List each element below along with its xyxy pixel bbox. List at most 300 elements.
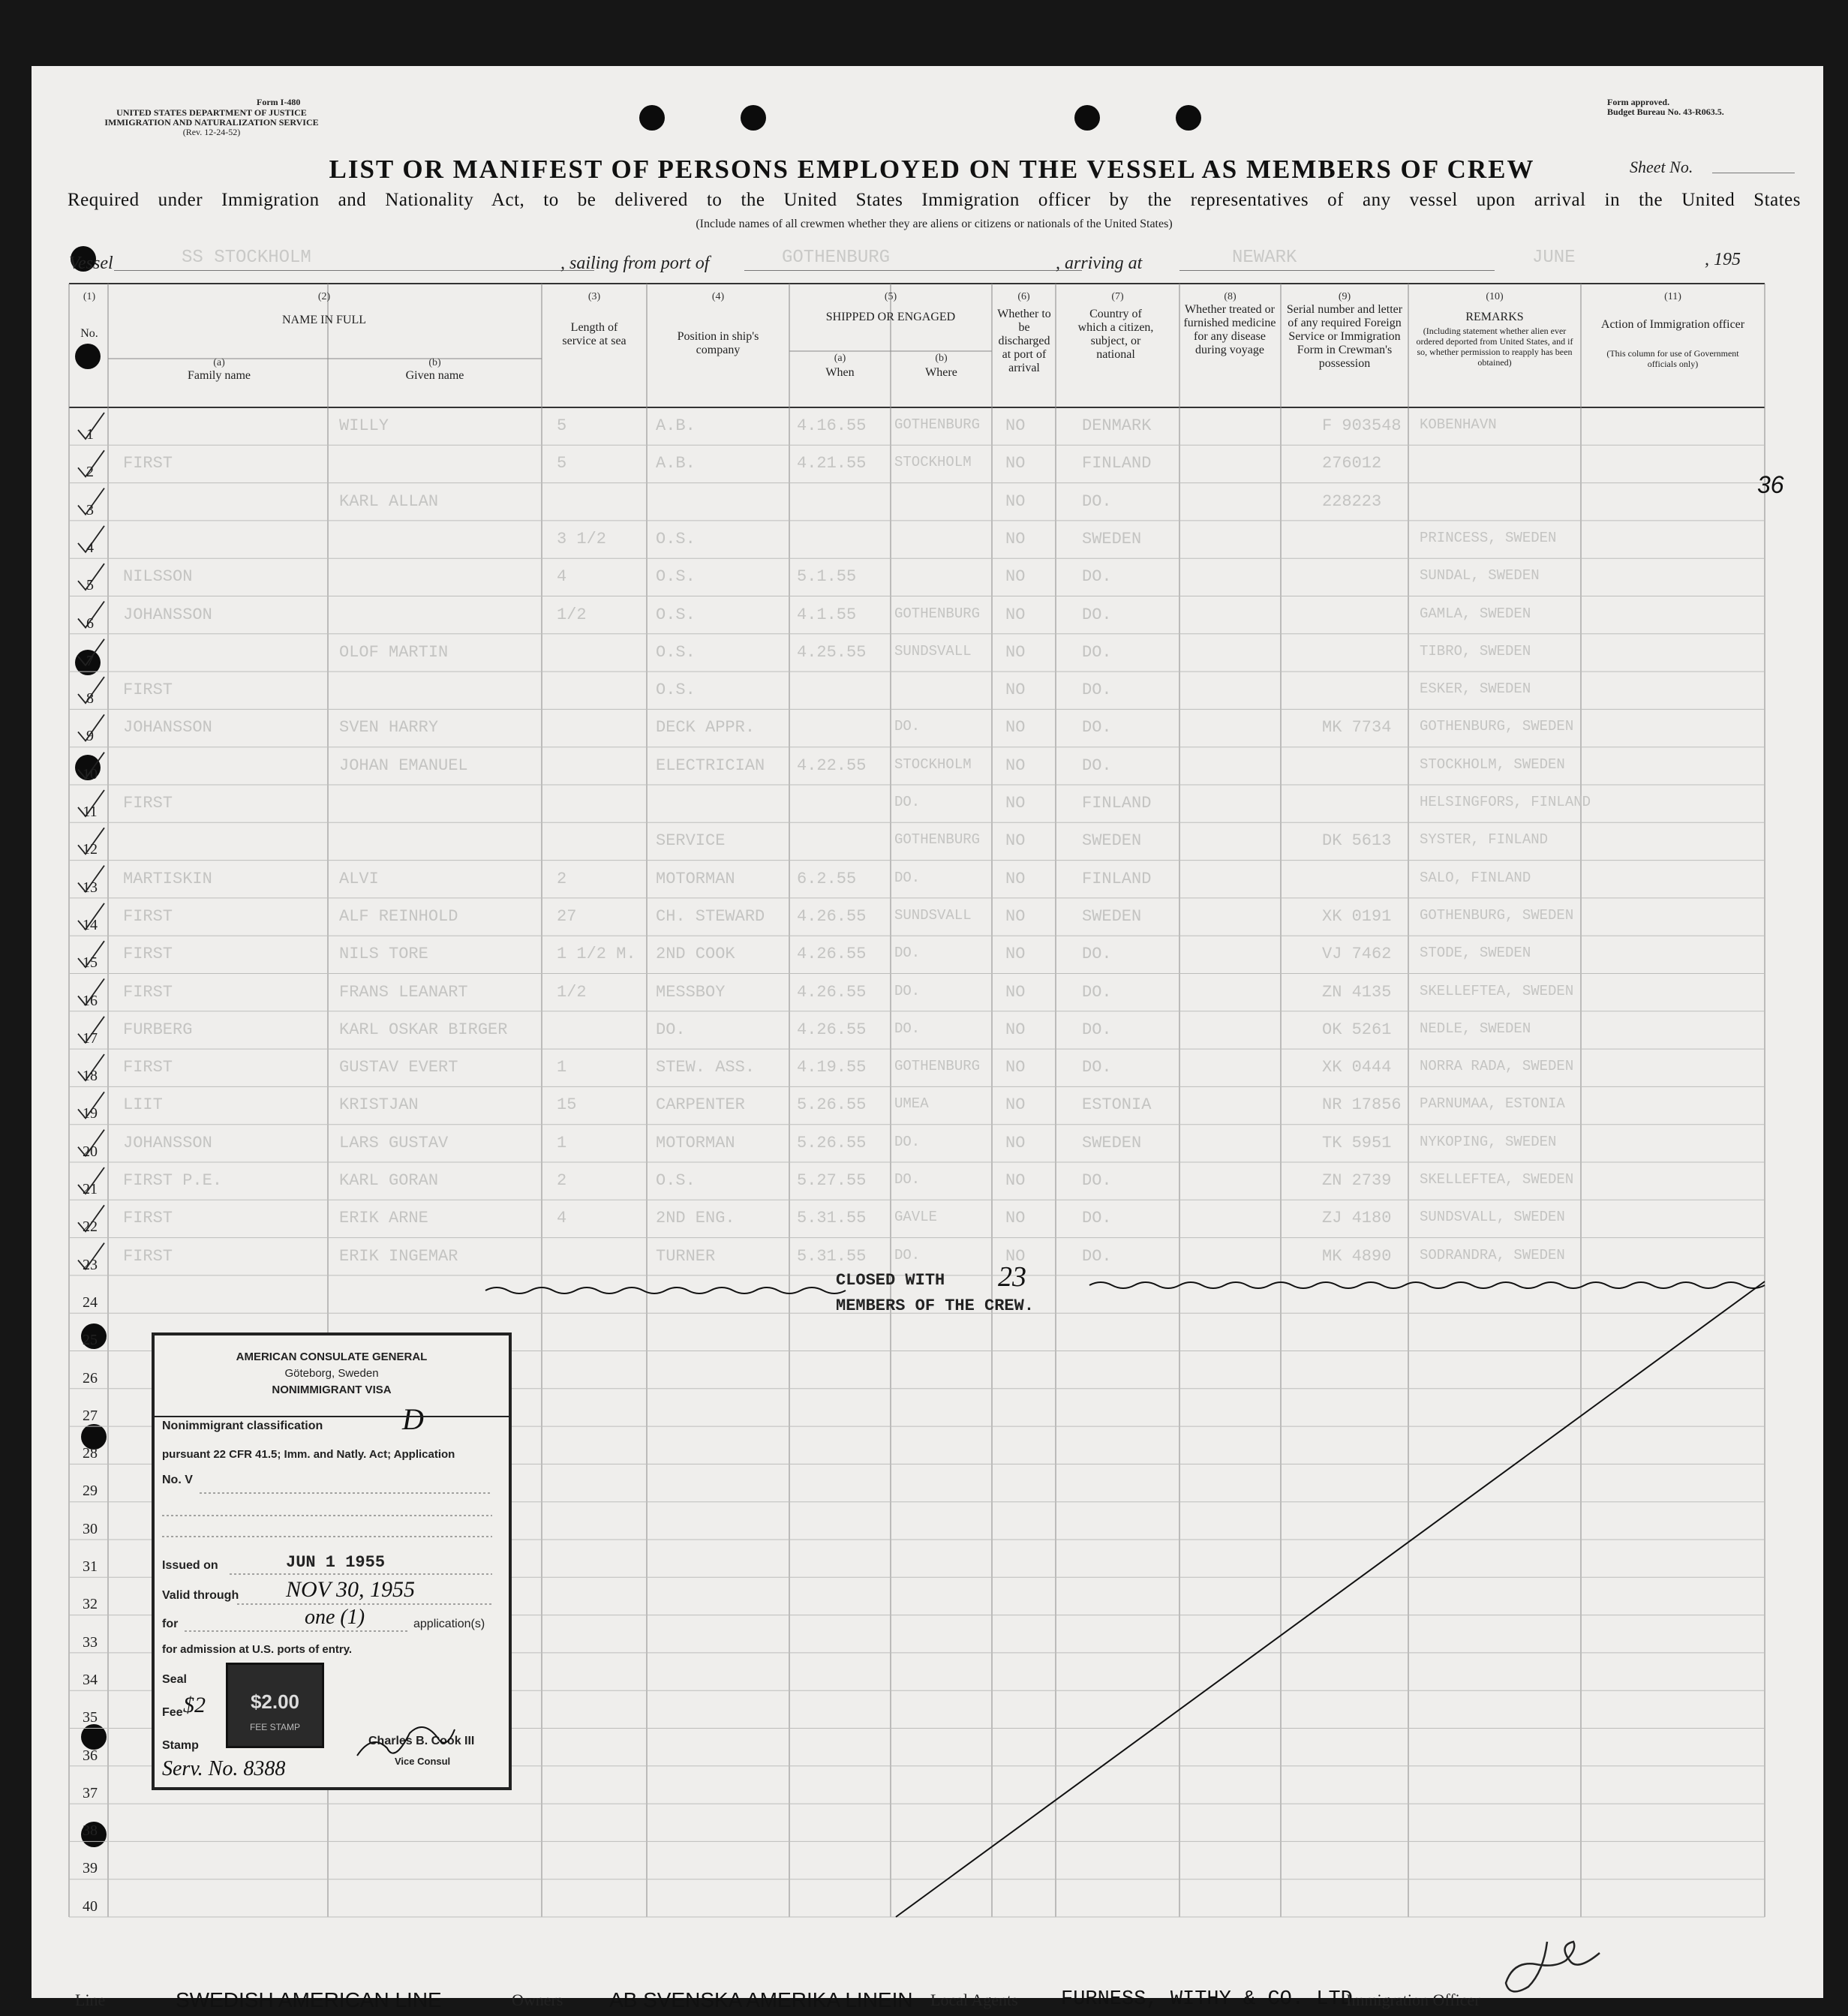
closed-with-text: CLOSED WITH bbox=[836, 1271, 945, 1290]
crew-position: CH. STEWARD bbox=[656, 906, 765, 926]
crew-country: DO. bbox=[1082, 1246, 1112, 1266]
crew-when: 5.26.55 bbox=[797, 1095, 867, 1115]
crew-remarks: KOBENHAVN bbox=[1420, 416, 1497, 433]
crew-where: DO. bbox=[894, 794, 921, 810]
row-number: 5 bbox=[86, 577, 94, 594]
agents-value: FURNESS, WITHY & CO. LTD bbox=[1061, 1988, 1353, 2011]
row-number: 7 bbox=[86, 652, 94, 669]
classification-label: Nonimmigrant classification bbox=[162, 1420, 323, 1432]
crew-length: 15 bbox=[557, 1095, 577, 1115]
row-number: 25 bbox=[83, 1332, 98, 1349]
crew-serial: 276012 bbox=[1322, 454, 1382, 473]
crew-serial: XK 0191 bbox=[1322, 906, 1392, 926]
issued-value: JUN 1 1955 bbox=[286, 1553, 386, 1572]
row-number: 21 bbox=[83, 1181, 98, 1197]
row-number: 8 bbox=[86, 690, 94, 708]
crew-discharged: NO bbox=[1005, 1133, 1026, 1152]
crew-position: STEW. ASS. bbox=[656, 1058, 756, 1077]
crew-position: ELECTRICIAN bbox=[656, 756, 765, 775]
row-number: 9 bbox=[86, 728, 94, 745]
manifest-page bbox=[32, 66, 1823, 2011]
crew-family: FIRST bbox=[123, 982, 173, 1002]
for-value: one (1) bbox=[305, 1606, 365, 1629]
margin-note: 36 bbox=[1757, 471, 1784, 498]
col1-header: No. bbox=[80, 327, 98, 340]
crew-serial: ZN 4135 bbox=[1322, 982, 1392, 1002]
crew-family: FIRST bbox=[123, 794, 173, 813]
officer-initials bbox=[1502, 1934, 1607, 2002]
crew-position: MOTORMAN bbox=[656, 869, 735, 888]
crew-remarks: SALO, FINLAND bbox=[1420, 869, 1531, 886]
col9-header: Serial number and letter of any required Foreign Service or Immigration Form in Crewman's possession bbox=[1286, 303, 1403, 370]
crew-position: 2ND COOK bbox=[656, 945, 735, 964]
stamp-label: Stamp bbox=[162, 1739, 199, 1752]
arriving-value: NEWARK bbox=[1232, 248, 1297, 268]
row-number: 10 bbox=[83, 765, 98, 783]
crew-given: GUSTAV EVERT bbox=[339, 1058, 458, 1077]
row-number: 11 bbox=[83, 804, 98, 820]
row-number: 22 bbox=[83, 1218, 98, 1236]
col8-header: Whether treated or furnished medicine for any disease during voyage bbox=[1183, 303, 1276, 356]
crew-position: O.S. bbox=[656, 529, 696, 548]
crew-position: O.S. bbox=[656, 605, 696, 624]
crew-remarks: NEDLE, SWEDEN bbox=[1420, 1020, 1531, 1037]
crew-position: O.S. bbox=[656, 567, 696, 587]
row-number: 12 bbox=[83, 841, 98, 858]
stamp-visa-type: NONIMMIGRANT VISA bbox=[272, 1384, 392, 1396]
revision-line: (Rev. 12-24-52) bbox=[182, 127, 241, 137]
crew-remarks: TIBRO, SWEDEN bbox=[1420, 642, 1531, 659]
include-note: (Include names of all crewmen whether they are aliens or citizens or nationals of the United States) bbox=[696, 218, 1173, 230]
col2a-letter: (a) bbox=[213, 357, 225, 368]
crew-where: DO. bbox=[894, 945, 921, 962]
crew-remarks: SKELLEFTEA, SWEDEN bbox=[1420, 982, 1574, 999]
for-label: for bbox=[162, 1618, 179, 1630]
crew-length: 2 bbox=[557, 869, 567, 888]
crew-country: DENMARK bbox=[1082, 416, 1152, 435]
crew-family: NILSSON bbox=[123, 567, 193, 587]
crew-country: DO. bbox=[1082, 1209, 1112, 1228]
crew-where: SUNDSVALL bbox=[894, 642, 972, 659]
crew-family: LIIT bbox=[123, 1095, 163, 1115]
crew-position: CARPENTER bbox=[656, 1095, 745, 1115]
crew-remarks: SODRANDRA, SWEDEN bbox=[1420, 1246, 1565, 1263]
crew-serial: ZJ 4180 bbox=[1322, 1209, 1392, 1228]
crew-where: DO. bbox=[894, 718, 921, 735]
col4-header: Position in ship's company bbox=[677, 330, 759, 356]
crew-country: DO. bbox=[1082, 681, 1112, 700]
department-line: UNITED STATES DEPARTMENT OF JUSTICE bbox=[116, 107, 307, 118]
crew-discharged: NO bbox=[1005, 1171, 1026, 1190]
fee-stamp-amount: $2.00 bbox=[250, 1690, 300, 1713]
crew-family: FIRST bbox=[123, 681, 173, 700]
crew-where: SUNDSVALL bbox=[894, 906, 972, 924]
crew-remarks: ESKER, SWEDEN bbox=[1420, 681, 1531, 698]
crew-serial: DK 5613 bbox=[1322, 831, 1392, 851]
crew-where: GAVLE bbox=[894, 1209, 938, 1226]
application-no-label: No. V bbox=[162, 1474, 193, 1486]
row-number: 20 bbox=[83, 1143, 98, 1160]
crew-given: ERIK ARNE bbox=[339, 1209, 428, 1228]
fee-stamp-text: FEE STAMP bbox=[249, 1722, 301, 1732]
crew-country: DO. bbox=[1082, 1171, 1112, 1190]
row-number: 32 bbox=[83, 1596, 98, 1613]
row-number: 34 bbox=[83, 1671, 98, 1688]
crew-when: 5.1.55 bbox=[797, 567, 857, 587]
crew-length: 5 bbox=[557, 416, 567, 435]
crew-position: TURNER bbox=[656, 1246, 716, 1266]
crew-given: KARL OSKAR BIRGER bbox=[339, 1020, 508, 1039]
crew-when: 4.16.55 bbox=[797, 416, 867, 435]
col2-header: NAME IN FULL bbox=[282, 314, 366, 326]
crew-where: GOTHENBURG bbox=[894, 1058, 981, 1075]
crew-remarks: SUNDSVALL, SWEDEN bbox=[1420, 1209, 1565, 1226]
col4-number: (4) bbox=[711, 291, 725, 302]
crew-given: KARL GORAN bbox=[339, 1171, 439, 1190]
crew-discharged: NO bbox=[1005, 416, 1026, 435]
col10-number: (10) bbox=[1486, 291, 1504, 302]
col2b-header: Given name bbox=[405, 369, 464, 382]
fee-label: Fee bbox=[162, 1706, 183, 1719]
crew-remarks: HELSINGFORS, FINLAND bbox=[1420, 794, 1591, 810]
crew-length: 3 1/2 bbox=[557, 529, 607, 548]
crew-family: FIRST bbox=[123, 1209, 173, 1228]
crew-where: GOTHENBURG bbox=[894, 831, 981, 849]
crew-position: O.S. bbox=[656, 642, 696, 662]
crew-country: DO. bbox=[1082, 718, 1112, 738]
crew-length: 4 bbox=[557, 567, 567, 587]
crew-remarks: SUNDAL, SWEDEN bbox=[1420, 567, 1540, 584]
crew-country: DO. bbox=[1082, 491, 1112, 511]
crew-family: FURBERG bbox=[123, 1020, 193, 1039]
crew-remarks: NORRA RADA, SWEDEN bbox=[1420, 1058, 1574, 1075]
crew-serial: MK 4890 bbox=[1322, 1246, 1392, 1266]
crew-family: FIRST P.E. bbox=[123, 1171, 223, 1190]
crew-given: OLOF MARTIN bbox=[339, 642, 449, 662]
col1-number: (1) bbox=[83, 291, 96, 302]
crew-remarks: NYKOPING, SWEDEN bbox=[1420, 1133, 1557, 1150]
crew-family: MARTISKIN bbox=[123, 869, 212, 888]
crew-serial: OK 5261 bbox=[1322, 1020, 1392, 1039]
date-value: JUNE bbox=[1532, 248, 1576, 268]
crew-given: LARS GUSTAV bbox=[339, 1133, 449, 1152]
crew-discharged: NO bbox=[1005, 982, 1026, 1002]
crew-length: 4 bbox=[557, 1209, 567, 1228]
crew-where: GOTHENBURG bbox=[894, 605, 981, 622]
crew-discharged: NO bbox=[1005, 1058, 1026, 1077]
crew-length: 5 bbox=[557, 454, 567, 473]
closed-members-text: MEMBERS OF THE CREW. bbox=[836, 1296, 1035, 1315]
crew-discharged: NO bbox=[1005, 1095, 1026, 1115]
crew-given: SVEN HARRY bbox=[339, 718, 439, 738]
crew-where: DO. bbox=[894, 1020, 921, 1037]
crew-given: ALF REINHOLD bbox=[339, 906, 458, 926]
admission-label: for admission at U.S. ports of entry. bbox=[162, 1643, 353, 1656]
crew-discharged: NO bbox=[1005, 756, 1026, 775]
crew-length: 1 bbox=[557, 1133, 567, 1152]
crew-length: 1/2 bbox=[557, 982, 587, 1002]
port-value: GOTHENBURG bbox=[782, 248, 891, 268]
stamp-lines bbox=[155, 1335, 515, 1793]
year-label: , 195 bbox=[1705, 250, 1741, 269]
crew-discharged: NO bbox=[1005, 906, 1026, 926]
seal-label: Seal bbox=[162, 1673, 187, 1686]
row-number: 6 bbox=[86, 614, 94, 632]
col5a-letter: (a) bbox=[834, 353, 846, 364]
crew-discharged: NO bbox=[1005, 529, 1026, 548]
crew-when: 5.27.55 bbox=[797, 1171, 867, 1190]
col10-note: (Including statement whether alien ever ordered deported from United States, and if so, whether permission to reapply has been obtained) bbox=[1416, 326, 1573, 368]
closed-count: 23 bbox=[998, 1261, 1026, 1293]
sheet-number-label: Sheet No. bbox=[1630, 158, 1693, 176]
crew-given: FRANS LEANART bbox=[339, 982, 468, 1002]
crew-position: O.S. bbox=[656, 1171, 696, 1190]
agents-label: Local Agents bbox=[930, 1990, 1018, 2009]
col5-number: (5) bbox=[884, 291, 897, 302]
owners-label: Owners bbox=[512, 1990, 563, 2009]
crew-length: 1 1/2 M. bbox=[557, 945, 636, 964]
crew-family: FIRST bbox=[123, 1058, 173, 1077]
crew-when: 4.1.55 bbox=[797, 605, 857, 624]
crew-where: DO. bbox=[894, 1133, 921, 1150]
crew-country: DO. bbox=[1082, 756, 1112, 775]
crew-remarks: PARNUMAA, ESTONIA bbox=[1420, 1095, 1565, 1113]
nonimmigrant-visa-stamp bbox=[152, 1332, 512, 1790]
col2b-letter: (b) bbox=[428, 357, 441, 368]
row-number: 23 bbox=[83, 1256, 98, 1273]
arriving-label: , arriving at bbox=[1056, 254, 1143, 273]
crew-remarks: SKELLEFTEA, SWEDEN bbox=[1420, 1171, 1574, 1188]
crew-when: 5.26.55 bbox=[797, 1133, 867, 1152]
crew-discharged: NO bbox=[1005, 605, 1026, 624]
line-value: SWEDISH AMERICAN LINE bbox=[176, 1988, 442, 2011]
crew-length: 27 bbox=[557, 906, 577, 926]
col3-number: (3) bbox=[587, 291, 601, 302]
crew-country: DO. bbox=[1082, 567, 1112, 587]
crew-discharged: NO bbox=[1005, 1020, 1026, 1039]
crew-position: DECK APPR. bbox=[656, 718, 756, 738]
crew-given: JOHAN EMANUEL bbox=[339, 756, 468, 775]
row-number: 18 bbox=[83, 1068, 98, 1085]
budget-line: Budget Bureau No. 43-R063.5. bbox=[1607, 107, 1724, 117]
crew-length: 1/2 bbox=[557, 605, 587, 624]
row-number: 30 bbox=[83, 1520, 98, 1537]
crew-when: 4.21.55 bbox=[797, 454, 867, 473]
issued-label: Issued on bbox=[162, 1559, 218, 1572]
col3-header: Length of service at sea bbox=[562, 321, 627, 347]
required-statement: Required under Immigration and Nationality Act, to be delivered to the United States Immigration officer by the representatives of any vessel upon arrival in the United States bbox=[68, 190, 1801, 210]
fee-value: $2 bbox=[183, 1693, 206, 1717]
crew-serial: NR 17856 bbox=[1322, 1095, 1402, 1115]
service-number: Serv. No. 8388 bbox=[162, 1757, 286, 1780]
crew-discharged: NO bbox=[1005, 718, 1026, 738]
row-number: 13 bbox=[83, 879, 98, 896]
row-number: 1 bbox=[86, 426, 94, 443]
crew-where: STOCKHOLM bbox=[894, 756, 972, 773]
crew-serial: MK 7734 bbox=[1322, 718, 1392, 738]
crew-remarks: STOCKHOLM, SWEDEN bbox=[1420, 756, 1565, 773]
crew-when: 4.26.55 bbox=[797, 982, 867, 1002]
col8-number: (8) bbox=[1224, 291, 1237, 302]
col11-note: (This column for use of Government officials only) bbox=[1606, 348, 1739, 369]
crew-when: 5.31.55 bbox=[797, 1209, 867, 1228]
row-number: 31 bbox=[83, 1558, 98, 1575]
crew-serial: TK 5951 bbox=[1322, 1133, 1392, 1152]
crew-family: JOHANSSON bbox=[123, 718, 212, 738]
crew-when: 4.19.55 bbox=[797, 1058, 867, 1077]
col11-header: Action of Immigration officer bbox=[1600, 318, 1745, 331]
crew-when: 5.31.55 bbox=[797, 1246, 867, 1266]
form-title: LIST OR MANIFEST OF PERSONS EMPLOYED ON THE VESSEL AS MEMBERS OF CREW bbox=[329, 155, 1535, 184]
crew-position: O.S. bbox=[656, 681, 696, 700]
crew-remarks: PRINCESS, SWEDEN bbox=[1420, 529, 1557, 546]
crew-country: SWEDEN bbox=[1082, 529, 1142, 548]
crew-length: 1 bbox=[557, 1058, 567, 1077]
crew-country: DO. bbox=[1082, 982, 1112, 1002]
row-number: 15 bbox=[83, 954, 98, 972]
col2-number: (2) bbox=[317, 291, 331, 302]
stamp-city: Göteborg, Sweden bbox=[284, 1367, 379, 1380]
row-number: 35 bbox=[83, 1709, 98, 1726]
vessel-value: SS STOCKHOLM bbox=[182, 248, 311, 268]
crew-when: 4.25.55 bbox=[797, 642, 867, 662]
row-number: 33 bbox=[83, 1633, 98, 1651]
crew-country: SWEDEN bbox=[1082, 906, 1142, 926]
signature-name: Charles B. Cook III bbox=[368, 1735, 475, 1747]
crew-when: 4.26.55 bbox=[797, 1020, 867, 1039]
crew-country: FINLAND bbox=[1082, 869, 1152, 888]
owners-value: AB SVENSKA AMERIKA LINEIN bbox=[609, 1988, 913, 2011]
col7-number: (7) bbox=[1111, 291, 1124, 302]
crew-country: DO. bbox=[1082, 1058, 1112, 1077]
crew-discharged: NO bbox=[1005, 642, 1026, 662]
row-number: 29 bbox=[83, 1483, 98, 1500]
form-number: Form I-480 bbox=[257, 97, 301, 107]
valid-value: NOV 30, 1955 bbox=[286, 1577, 415, 1602]
row-number: 4 bbox=[86, 539, 94, 556]
col6-header: Whether to be discharged at port of arrival bbox=[997, 308, 1051, 374]
approved-line: Form approved. bbox=[1607, 97, 1670, 107]
crew-discharged: NO bbox=[1005, 681, 1026, 700]
crew-where: DO. bbox=[894, 869, 921, 886]
classification-value: D bbox=[402, 1402, 424, 1436]
col9-number: (9) bbox=[1338, 291, 1351, 302]
crew-country: FINLAND bbox=[1082, 454, 1152, 473]
signature-title: Vice Consul bbox=[395, 1756, 451, 1767]
crew-remarks: SYSTER, FINLAND bbox=[1420, 831, 1549, 849]
crew-family: FIRST bbox=[123, 945, 173, 964]
crew-serial: 228223 bbox=[1322, 491, 1382, 511]
crew-position: MOTORMAN bbox=[656, 1133, 735, 1152]
crew-remarks: GOTHENBURG, SWEDEN bbox=[1420, 906, 1574, 924]
crew-discharged: NO bbox=[1005, 1246, 1026, 1266]
crew-serial: VJ 7462 bbox=[1322, 945, 1392, 964]
row-number: 28 bbox=[83, 1445, 98, 1462]
crew-country: SWEDEN bbox=[1082, 1133, 1142, 1152]
crew-country: SWEDEN bbox=[1082, 831, 1142, 851]
col5-header: SHIPPED OR ENGAGED bbox=[825, 311, 956, 323]
crew-position: MESSBOY bbox=[656, 982, 726, 1002]
crew-family: FIRST bbox=[123, 906, 173, 926]
crew-discharged: NO bbox=[1005, 945, 1026, 964]
crew-position: DO. bbox=[656, 1020, 686, 1039]
crew-remarks: GOTHENBURG, SWEDEN bbox=[1420, 718, 1574, 735]
crew-family: FIRST bbox=[123, 1246, 173, 1266]
crew-where: STOCKHOLM bbox=[894, 454, 972, 471]
crew-country: DO. bbox=[1082, 605, 1112, 624]
col2a-header: Family name bbox=[188, 369, 251, 382]
crew-position: A.B. bbox=[656, 416, 696, 435]
crew-country: DO. bbox=[1082, 642, 1112, 662]
crew-discharged: NO bbox=[1005, 831, 1026, 851]
crew-position: SERVICE bbox=[656, 831, 726, 851]
col5b-letter: (b) bbox=[935, 353, 948, 364]
row-number: 2 bbox=[86, 464, 94, 481]
crew-where: DO. bbox=[894, 1171, 921, 1188]
crew-family: JOHANSSON bbox=[123, 1133, 212, 1152]
crew-given: KARL ALLAN bbox=[339, 491, 439, 511]
valid-label: Valid through bbox=[162, 1589, 239, 1602]
crew-discharged: NO bbox=[1005, 491, 1026, 511]
row-number: 24 bbox=[83, 1293, 98, 1311]
crew-where: DO. bbox=[894, 1246, 921, 1263]
crew-given: ALVI bbox=[339, 869, 379, 888]
crew-discharged: NO bbox=[1005, 794, 1026, 813]
line-label: Line bbox=[75, 1990, 106, 2009]
crew-given: WILLY bbox=[339, 416, 389, 435]
col5a-header: When bbox=[825, 366, 855, 379]
crew-length: 2 bbox=[557, 1171, 567, 1190]
vessel-label: Vessel bbox=[69, 254, 113, 273]
crew-when: 4.22.55 bbox=[797, 756, 867, 775]
row-number: 36 bbox=[83, 1747, 98, 1764]
crew-country: ESTONIA bbox=[1082, 1095, 1152, 1115]
crew-serial: ZN 2739 bbox=[1322, 1171, 1392, 1190]
row-number: 40 bbox=[83, 1897, 98, 1915]
crew-country: DO. bbox=[1082, 945, 1112, 964]
crew-country: DO. bbox=[1082, 1020, 1112, 1039]
sailing-label: , sailing from port of bbox=[560, 254, 710, 273]
crew-remarks: GAMLA, SWEDEN bbox=[1420, 605, 1531, 622]
row-number: 38 bbox=[83, 1822, 98, 1840]
crew-discharged: NO bbox=[1005, 454, 1026, 473]
crew-where: GOTHENBURG bbox=[894, 416, 981, 433]
row-number: 37 bbox=[83, 1784, 98, 1801]
crew-when: 6.2.55 bbox=[797, 869, 857, 888]
service-line: IMMIGRATION AND NATURALIZATION SERVICE bbox=[104, 117, 319, 128]
row-number: 39 bbox=[83, 1860, 98, 1877]
crew-serial: F 903548 bbox=[1322, 416, 1402, 435]
crew-position: A.B. bbox=[656, 454, 696, 473]
col5b-header: Where bbox=[925, 366, 957, 379]
applications-label: application(s) bbox=[413, 1618, 485, 1630]
col10-header: REMARKS bbox=[1465, 311, 1524, 323]
crew-country: FINLAND bbox=[1082, 794, 1152, 813]
col6-number: (6) bbox=[1017, 291, 1030, 302]
row-number: 14 bbox=[83, 916, 98, 933]
row-number: 27 bbox=[83, 1407, 98, 1424]
crew-serial: XK 0444 bbox=[1322, 1058, 1392, 1077]
row-number: 26 bbox=[83, 1369, 98, 1387]
crew-discharged: NO bbox=[1005, 869, 1026, 888]
col7-header: Country of which a citizen, subject, or national bbox=[1077, 308, 1154, 361]
crew-discharged: NO bbox=[1005, 567, 1026, 587]
crew-when: 4.26.55 bbox=[797, 945, 867, 964]
col11-number: (11) bbox=[1664, 291, 1681, 302]
row-number: 19 bbox=[83, 1105, 98, 1122]
row-number: 3 bbox=[86, 501, 94, 518]
crew-family: FIRST bbox=[123, 454, 173, 473]
